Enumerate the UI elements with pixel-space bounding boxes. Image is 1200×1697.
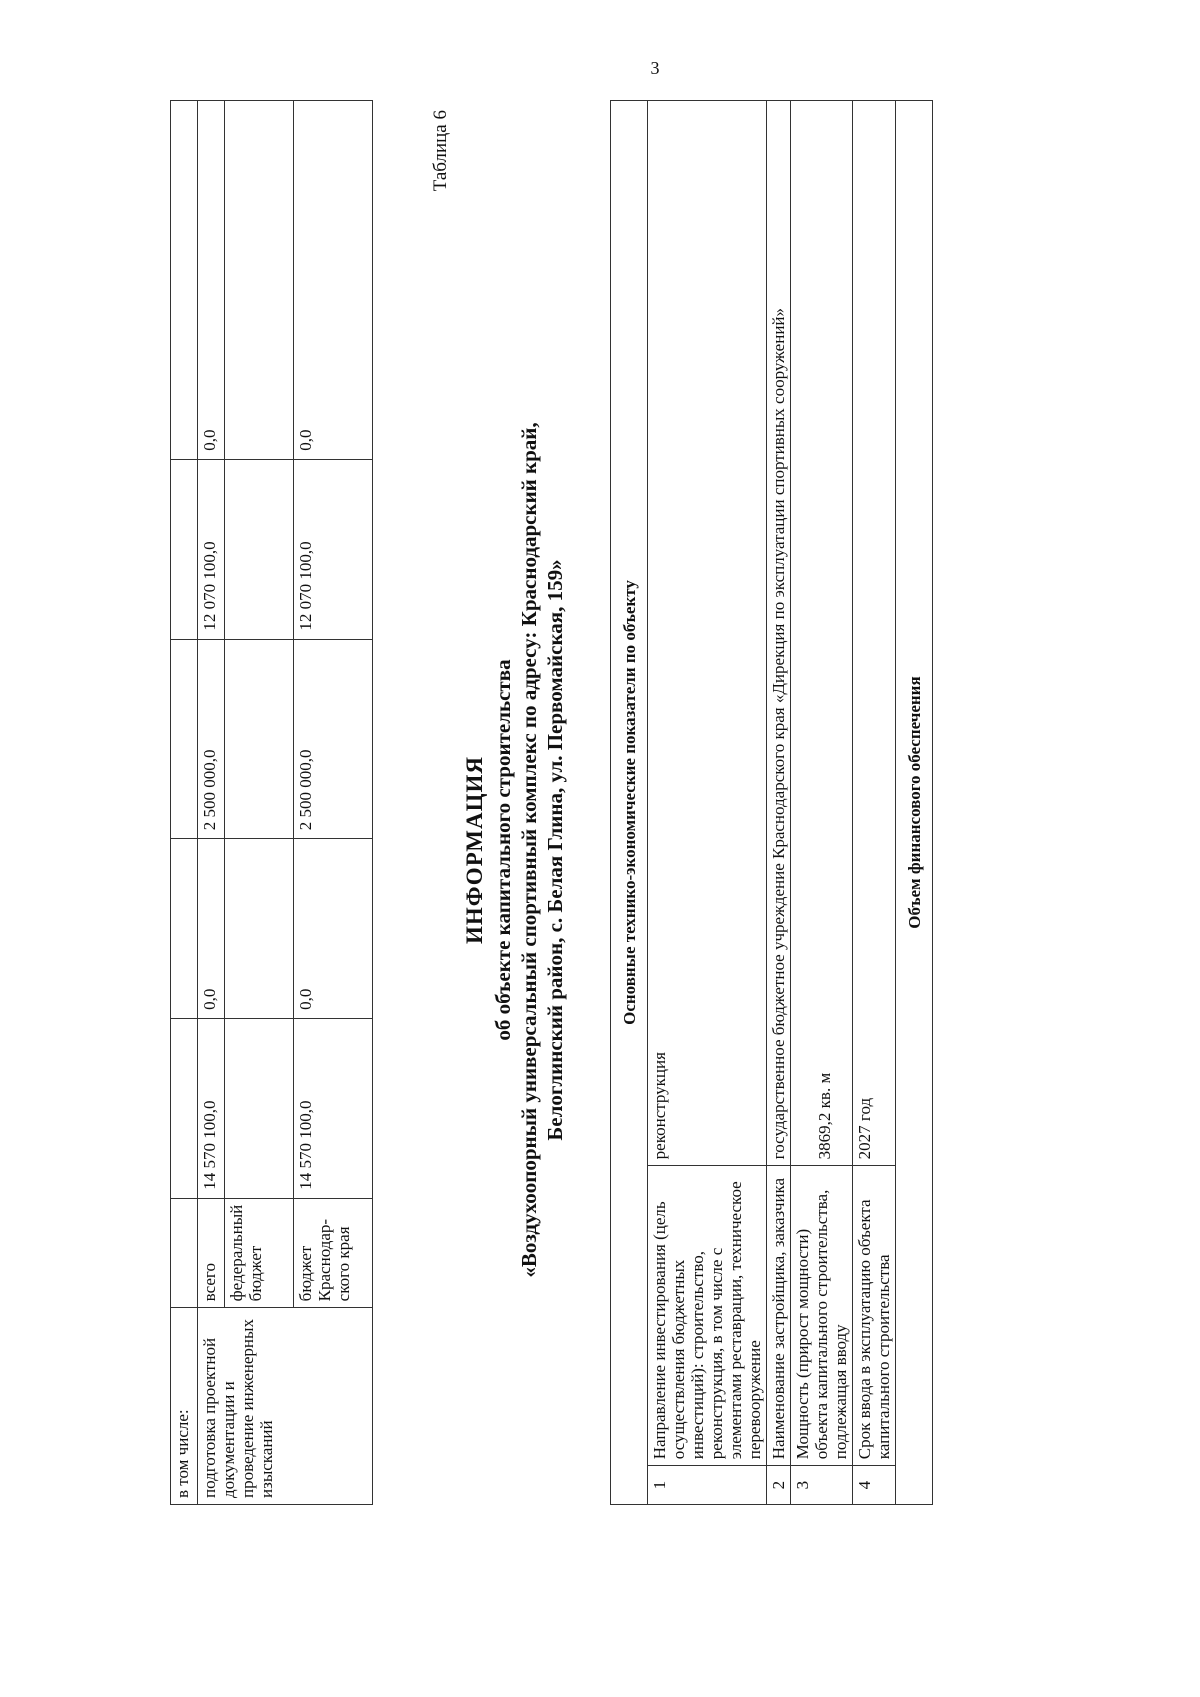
row-value: государственное бюджетное учреждение Краснодарского края «Дирекция по эксплуатации спортивных сооружений» [767, 101, 791, 1166]
cell-value: 0,0 [294, 101, 373, 460]
rotated-sheet [140, 80, 1140, 1620]
cell-value [171, 459, 198, 639]
table-row [767, 101, 791, 1505]
cell-value: 2 500 000,0 [294, 639, 373, 839]
title-main: ИНФОРМАЦИЯ [462, 755, 487, 945]
title-line: «Воздухоопорный универсальный спортивный комплекс по адресу: Краснодарский край, [517, 422, 541, 1278]
row-number: 1 [648, 1466, 767, 1505]
cell-value: 14 570 100,0 [198, 1018, 225, 1198]
row-source: федеральный бюджет [225, 1198, 294, 1308]
cell-value [171, 839, 198, 1019]
title-line: Белоглинский район, с. Белая Глина, ул. Первомайская, 159» [543, 559, 567, 1141]
table-label: Таблица 6 [430, 110, 451, 192]
cell-value: 2 500 000,0 [198, 639, 225, 839]
cell-value: 12 070 100,0 [294, 459, 373, 639]
section-header: Объем финансового обеспечения [896, 101, 933, 1505]
row-label: Направление инвестирования (цель осуществления бюджетных инвестиций): строительство, реконструкция, в том числе с элементами реставрации, техническое перевооружение [648, 1166, 767, 1466]
cell-value [225, 839, 294, 1019]
page-number: 3 [650, 58, 660, 78]
row-source: всего [198, 1198, 225, 1308]
funding-continuation-table [170, 100, 373, 1505]
table-row [791, 101, 853, 1505]
row-label: подготовка проектной документации и проведение инженерных изысканий [198, 1308, 373, 1505]
document-title [460, 80, 568, 1620]
cell-value [171, 101, 198, 460]
row-label: Мощность (прирост мощности) объекта капитального строительства, подлежащая вводу [791, 1166, 853, 1466]
row-number: 4 [853, 1466, 896, 1505]
cell-value [171, 1018, 198, 1198]
section-header-row [896, 101, 933, 1505]
row-source: бюджет Краснодар-ского края [294, 1198, 373, 1308]
table-row [198, 101, 225, 1505]
technical-indicators-table [610, 100, 933, 1505]
row-value: 2027 год [853, 101, 896, 1166]
row-label: Наименование застройщика, заказчика [767, 1166, 791, 1466]
row-source [171, 1198, 198, 1308]
cell-value [225, 1018, 294, 1198]
cell-value: 12 070 100,0 [198, 459, 225, 639]
row-label: в том числе: [171, 1308, 198, 1505]
row-number: 3 [791, 1466, 853, 1505]
section-header-row [611, 101, 648, 1505]
section-header: Основные технико-экономические показатели по объекту [611, 101, 648, 1505]
cell-value: 0,0 [294, 839, 373, 1019]
cell-value: 0,0 [198, 839, 225, 1019]
cell-value [171, 639, 198, 839]
table-row [294, 101, 373, 1505]
row-label: Срок ввода в эксплуатацию объекта капитального строительства [853, 1166, 896, 1466]
cell-value: 14 570 100,0 [294, 1018, 373, 1198]
cell-value [225, 459, 294, 639]
table-row [171, 101, 198, 1505]
table-row [648, 101, 767, 1505]
cell-value [225, 101, 294, 460]
row-value: 3869,2 кв. м [791, 101, 853, 1166]
table-row [853, 101, 896, 1505]
row-value: реконструкция [648, 101, 767, 1166]
row-number: 2 [767, 1466, 791, 1505]
cell-value: 0,0 [198, 101, 225, 460]
title-line: об объекте капитального строительства [491, 659, 515, 1041]
table-row [225, 101, 294, 1505]
cell-value [225, 639, 294, 839]
